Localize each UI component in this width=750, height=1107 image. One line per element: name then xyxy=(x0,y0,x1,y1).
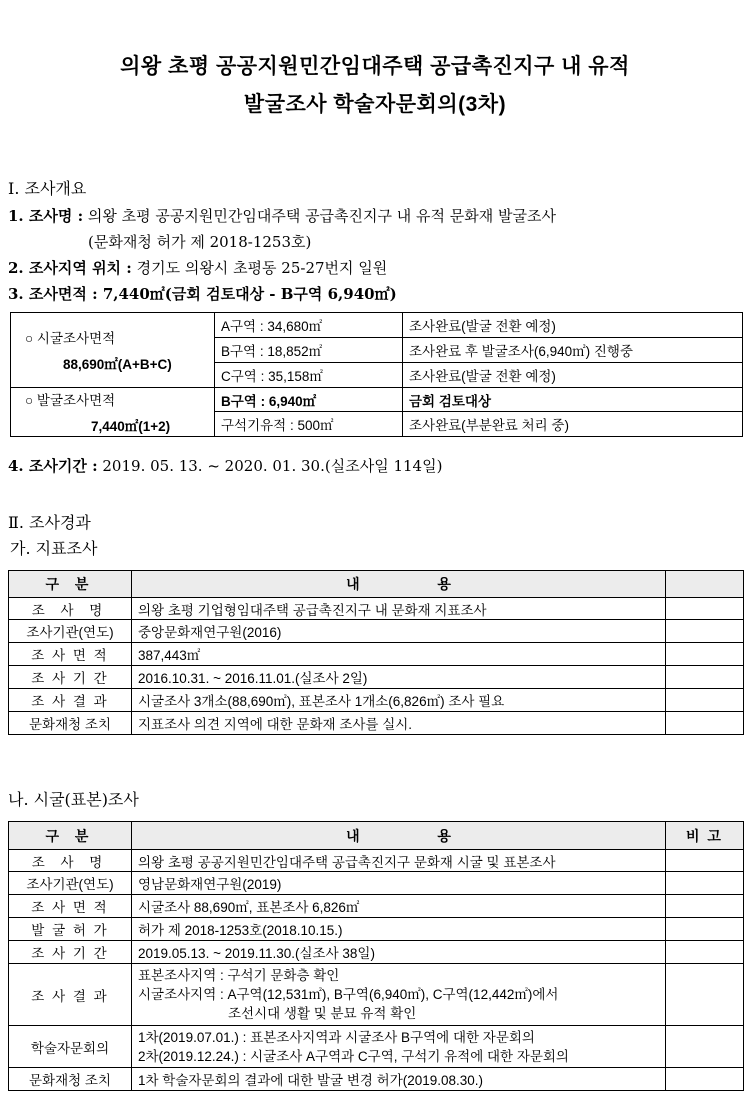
row-label: 조 사 면 적 xyxy=(9,643,132,666)
row-note xyxy=(666,712,744,735)
row-label: 문화재청 조치 xyxy=(9,1068,132,1091)
row-content: 시굴조사 3개소(88,690㎡), 표본조사 1개소(6,826㎡) 조사 필요 xyxy=(132,689,666,712)
status-cell: 금회 검토대상 xyxy=(403,388,743,412)
row-note xyxy=(666,1068,744,1091)
row-label: 학술자문회의 xyxy=(9,1026,132,1068)
content-line: 2차(2019.12.24.) : 시굴조사 A구역과 C구역, 구석기 유적에 대한 자문회의 xyxy=(138,1048,569,1064)
row-content: 중앙문화재연구원(2016) xyxy=(132,620,666,643)
row-content: 1차 학술자문회의 결과에 대한 발굴 변경 허가(2019.08.30.) xyxy=(132,1068,666,1091)
zone-cell: A구역 : 34,680㎡ xyxy=(215,313,403,338)
document-title-line2: 발굴조사 학술자문회의(3차) xyxy=(243,93,507,116)
content-line: 표본조사지역 : 구석기 문화층 확인 xyxy=(138,968,340,983)
row-content xyxy=(132,964,666,1026)
row-note xyxy=(666,872,744,895)
status-cell: 조사완료(발굴 전환 예정) xyxy=(403,363,743,388)
surface-survey-heading: 가. 지표조사 xyxy=(10,539,98,558)
header-note: 비 고 xyxy=(666,822,744,850)
survey-period-label: 4. 조사기간 : xyxy=(8,457,98,475)
row-note xyxy=(666,689,744,712)
row-content: 의왕 초평 공공지원민간임대주택 공급촉진지구 문화재 시굴 및 표본조사 xyxy=(132,850,666,872)
excavation-area-cell xyxy=(11,388,215,437)
row-label: 조 사 결 과 xyxy=(9,964,132,1026)
row-note xyxy=(666,964,744,1026)
excavation-area-total: 7,440㎡(1+2) xyxy=(91,419,171,434)
row-label: 조 사 기 간 xyxy=(9,666,132,689)
row-note xyxy=(666,1026,744,1068)
row-label: 조 사 명 xyxy=(9,850,132,872)
row-label: 문화재청 조치 xyxy=(9,712,132,735)
row-label: 조 사 면 적 xyxy=(9,895,132,918)
row-content: 영남문화재연구원(2019) xyxy=(132,872,666,895)
excavation-area-label: ○ 발굴조사면적 xyxy=(25,393,116,408)
section2-heading: Ⅱ. 조사경과 xyxy=(8,513,91,532)
header-category: 구 분 xyxy=(9,822,132,850)
area-table xyxy=(10,312,743,437)
surface-survey-table xyxy=(8,570,744,735)
row-note xyxy=(666,620,744,643)
row-note xyxy=(666,850,744,872)
row-note xyxy=(666,666,744,689)
content-line: 1차(2019.07.01.) : 표본조사지역과 시굴조사 B구역에 대한 자문회의 xyxy=(138,1029,535,1045)
row-content: 2016.10.31. ~ 2016.11.01.(실조사 2일) xyxy=(132,666,666,689)
status-cell: 조사완료(발굴 전환 예정) xyxy=(403,313,743,338)
zone-cell: B구역 : 18,852㎡ xyxy=(215,338,403,363)
row-note xyxy=(666,941,744,964)
row-label: 조 사 기 간 xyxy=(9,941,132,964)
survey-location-value: 경기도 의왕시 초평동 25-27번지 일원 xyxy=(136,259,388,277)
header-content: 내 용 xyxy=(132,822,666,850)
content-line: 시굴조사지역 : A구역(12,531㎡), B구역(6,940㎡), C구역(12,442㎡)에서 xyxy=(138,987,559,1002)
header-content: 내 용 xyxy=(132,571,666,598)
trial-area-label: ○ 시굴조사면적 xyxy=(25,331,116,346)
survey-location-label: 2. 조사지역 위치 : xyxy=(8,259,132,277)
survey-name-value: 의왕 초평 공공지원민간임대주택 공급촉진지구 내 유적 문화재 발굴조사 xyxy=(87,207,556,225)
survey-permit: (문화재청 허가 제 2018-1253호) xyxy=(88,233,312,251)
header-note xyxy=(666,571,744,598)
trial-survey-heading: 나. 시굴(표본)조사 xyxy=(8,790,139,809)
header-category: 구 분 xyxy=(9,571,132,598)
row-content: 의왕 초평 기업형임대주택 공급촉진지구 내 문화재 지표조사 xyxy=(132,598,666,620)
status-cell: 조사완료 후 발굴조사(6,940㎡) 진행중 xyxy=(403,338,743,363)
survey-period-value: 2019. 05. 13. ~ 2020. 01. 30.(실조사일 114일) xyxy=(102,457,443,475)
row-note xyxy=(666,895,744,918)
row-content: 허가 제 2018-1253호(2018.10.15.) xyxy=(132,918,666,941)
content-line: 조선시대 생활 및 분묘 유적 확인 xyxy=(138,1006,417,1021)
survey-location-item xyxy=(8,257,387,278)
trial-area-cell xyxy=(11,313,215,388)
survey-period-item xyxy=(8,455,442,476)
survey-name-item xyxy=(8,205,556,226)
trial-area-total: 88,690㎡(A+B+C) xyxy=(63,357,172,372)
row-content: 387,443㎡ xyxy=(132,643,666,666)
row-label: 조사기관(연도) xyxy=(9,620,132,643)
row-content: 2019.05.13. ~ 2019.11.30.(실조사 38일) xyxy=(132,941,666,964)
row-label: 발 굴 허 가 xyxy=(9,918,132,941)
row-label: 조사기관(연도) xyxy=(9,872,132,895)
zone-cell: B구역 : 6,940㎡ xyxy=(215,388,403,412)
zone-cell: C구역 : 35,158㎡ xyxy=(215,363,403,388)
survey-name-label: 1. 조사명 : xyxy=(8,207,84,225)
row-note xyxy=(666,643,744,666)
document-title-line1: 의왕 초평 공공지원민간임대주택 공급촉진지구 내 유적 xyxy=(120,55,630,78)
row-note xyxy=(666,918,744,941)
survey-area-item: 3. 조사면적 : 7,440㎡(금회 검토대상 - B구역 6,940㎡) xyxy=(8,285,397,303)
row-content: 시굴조사 88,690㎡, 표본조사 6,826㎡ xyxy=(132,895,666,918)
row-note xyxy=(666,598,744,620)
trial-survey-table xyxy=(8,821,744,1091)
section1-heading: Ⅰ. 조사개요 xyxy=(8,179,87,198)
status-cell: 조사완료(부분완료 처리 중) xyxy=(403,412,743,437)
row-label: 조 사 명 xyxy=(9,598,132,620)
row-label: 조 사 결 과 xyxy=(9,689,132,712)
zone-cell: 구석기유적 : 500㎡ xyxy=(215,412,403,437)
row-content: 지표조사 의견 지역에 대한 문화재 조사를 실시. xyxy=(132,712,666,735)
row-content xyxy=(132,1026,666,1068)
